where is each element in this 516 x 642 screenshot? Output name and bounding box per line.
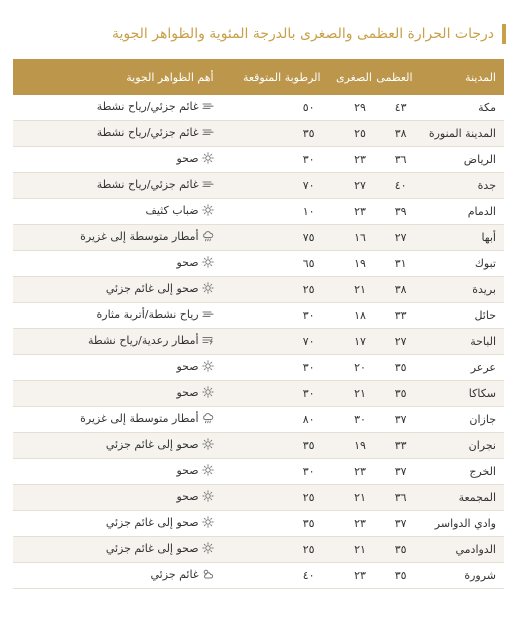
cell-min: ٢٣	[329, 563, 380, 589]
header-max: العظمى	[380, 59, 421, 95]
cell-min: ٢٣	[329, 199, 380, 225]
cell-min: ١٦	[329, 225, 380, 251]
cell-city: بريدة	[421, 277, 504, 303]
cell-weather	[13, 407, 222, 433]
cell-humidity: ٢٥	[222, 537, 329, 563]
cell-max: ٣٥	[380, 355, 421, 381]
wind-icon	[202, 126, 214, 138]
table-row	[13, 251, 504, 277]
rain-cloud-icon	[202, 412, 214, 424]
cell-max: ٣٣	[380, 433, 421, 459]
cell-weather	[13, 303, 222, 329]
wind-icon	[202, 178, 214, 190]
cell-min: ٢٣	[329, 147, 380, 173]
weather-label	[176, 386, 213, 399]
rain-cloud-icon	[202, 230, 214, 242]
cell-weather	[13, 95, 222, 121]
sun-icon	[202, 152, 214, 164]
cell-min: ٣٠	[329, 407, 380, 433]
storm-wind-icon	[202, 334, 214, 346]
cell-weather	[13, 173, 222, 199]
weather-label	[97, 126, 214, 139]
cell-max: ٣٩	[380, 199, 421, 225]
cell-city: أبها	[421, 225, 504, 251]
cell-max: ٣٨	[380, 121, 421, 147]
cell-weather	[13, 511, 222, 537]
cell-min: ٢٧	[329, 173, 380, 199]
sun-icon	[202, 386, 214, 398]
table-row	[13, 173, 504, 199]
cell-max: ٤٣	[380, 95, 421, 121]
cell-humidity: ٣٠	[222, 147, 329, 173]
table-row	[13, 537, 504, 563]
cell-weather	[13, 147, 222, 173]
weather-label	[106, 516, 214, 529]
sun-icon	[202, 204, 214, 216]
cell-max: ٣٧	[380, 407, 421, 433]
cell-city: الباحة	[421, 329, 504, 355]
weather-label	[88, 334, 214, 347]
table-row	[13, 407, 504, 433]
cell-min: ٢٣	[329, 511, 380, 537]
cell-city: مكة	[421, 95, 504, 121]
cell-min: ١٩	[329, 251, 380, 277]
table-header-row	[13, 59, 504, 95]
table-row	[13, 121, 504, 147]
cell-humidity: ٤٠	[222, 563, 329, 589]
cell-weather	[13, 563, 222, 589]
cell-min: ٢٩	[329, 95, 380, 121]
cell-min: ١٧	[329, 329, 380, 355]
cell-city: شرورة	[421, 563, 504, 589]
weather-text: صحو إلى غائم جزئي	[105, 437, 199, 451]
weather-text: صحو	[176, 385, 199, 399]
cell-humidity: ٣٥	[222, 433, 329, 459]
title-accent-rule	[502, 24, 506, 44]
header-min: الصغرى	[329, 59, 380, 95]
cell-min: ٢٣	[329, 459, 380, 485]
table-row	[13, 147, 504, 173]
cell-city: حائل	[421, 303, 504, 329]
weather-label	[176, 490, 213, 503]
table-row	[13, 459, 504, 485]
cell-city: الرياض	[421, 147, 504, 173]
cell-max: ٣٣	[380, 303, 421, 329]
table-row	[13, 381, 504, 407]
weather-text: رياح نشطة/أتربة مثارة	[96, 307, 199, 321]
cell-max: ٣٦	[380, 485, 421, 511]
weather-text: صحو	[176, 463, 199, 477]
sun-icon	[202, 464, 214, 476]
cell-humidity: ٦٥	[222, 251, 329, 277]
cell-max: ٣٨	[380, 277, 421, 303]
cell-humidity: ٧٠	[222, 329, 329, 355]
cell-humidity: ٧٥	[222, 225, 329, 251]
weather-text: غائم جزئي	[150, 567, 199, 581]
table-row	[13, 199, 504, 225]
cell-city: الدمام	[421, 199, 504, 225]
cell-min: ١٩	[329, 433, 380, 459]
weather-text: صحو	[176, 151, 199, 165]
cell-min: ٢١	[329, 485, 380, 511]
cell-city: وادي الدواسر	[421, 511, 504, 537]
cell-weather	[13, 433, 222, 459]
weather-text: أمطار رعدية/رياح نشطة	[88, 333, 199, 347]
weather-text: صحو	[176, 255, 199, 269]
weather-text: أمطار متوسطة إلى غزيرة	[80, 229, 199, 243]
cell-humidity: ١٠	[222, 199, 329, 225]
weather-text: صحو	[176, 489, 199, 503]
cell-weather	[13, 355, 222, 381]
cell-humidity: ٣٠	[222, 381, 329, 407]
cell-weather	[13, 225, 222, 251]
table-row	[13, 329, 504, 355]
cell-max: ٢٧	[380, 225, 421, 251]
header-humidity: الرطوبة المتوقعة	[222, 59, 329, 95]
cell-weather	[13, 121, 222, 147]
cell-min: ٢٠	[329, 355, 380, 381]
weather-label	[80, 230, 213, 243]
cell-city: تبوك	[421, 251, 504, 277]
weather-label	[106, 282, 214, 295]
table-row	[13, 563, 504, 589]
wind-icon	[202, 100, 214, 112]
sun-icon	[202, 256, 214, 268]
cell-min: ٢١	[329, 381, 380, 407]
weather-label	[97, 100, 214, 113]
cell-city: نجران	[421, 433, 504, 459]
table-row	[13, 303, 504, 329]
cell-min: ٢١	[329, 537, 380, 563]
cell-max: ٣٧	[380, 459, 421, 485]
cell-max: ٣٥	[380, 537, 421, 563]
cell-min: ٢١	[329, 277, 380, 303]
cell-max: ٣٥	[380, 563, 421, 589]
cell-max: ٣٦	[380, 147, 421, 173]
cell-max: ٣٥	[380, 381, 421, 407]
table-row	[13, 277, 504, 303]
weather-label	[176, 152, 213, 165]
sun-icon	[202, 516, 214, 528]
weather-label	[97, 308, 214, 321]
cell-max: ٢٧	[380, 329, 421, 355]
weather-label	[106, 542, 214, 555]
cell-humidity: ٣٠	[222, 303, 329, 329]
weather-label	[80, 412, 213, 425]
page-title: درجات الحرارة العظمى والصغرى بالدرجة المئوية والظواهر الجوية	[111, 26, 494, 42]
cell-max: ٣٧	[380, 511, 421, 537]
weather-label	[145, 204, 213, 217]
cell-humidity: ٣٥	[222, 121, 329, 147]
table-body	[13, 95, 504, 589]
weather-label	[176, 256, 213, 269]
weather-text: غائم جزئي/رياح نشطة	[96, 99, 199, 113]
weather-text: صحو إلى غائم جزئي	[105, 281, 199, 295]
cell-city: المدينة المنورة	[421, 121, 504, 147]
header-city: المدينة	[421, 59, 504, 95]
sun-icon	[202, 360, 214, 372]
cell-weather	[13, 459, 222, 485]
weather-label	[97, 178, 214, 191]
cell-humidity: ٢٥	[222, 485, 329, 511]
cell-max: ٤٠	[380, 173, 421, 199]
sun-icon	[202, 282, 214, 294]
cell-city: جازان	[421, 407, 504, 433]
title-bar	[10, 22, 506, 46]
wind-icon	[202, 308, 214, 320]
header-weather: أهم الظواهر الجوية	[13, 59, 222, 95]
cell-weather	[13, 251, 222, 277]
weather-label	[106, 438, 214, 451]
cell-weather	[13, 329, 222, 355]
cell-humidity: ٧٠	[222, 173, 329, 199]
cell-weather	[13, 277, 222, 303]
partly-cloudy-icon	[202, 568, 214, 580]
weather-table	[13, 59, 504, 589]
weather-text: غائم جزئي/رياح نشطة	[96, 177, 199, 191]
table-row	[13, 511, 504, 537]
cell-weather	[13, 199, 222, 225]
weather-label	[176, 360, 213, 373]
cell-city: الخرج	[421, 459, 504, 485]
weather-text: صحو إلى غائم جزئي	[105, 515, 199, 529]
table-row	[13, 95, 504, 121]
weather-text: أمطار متوسطة إلى غزيرة	[80, 411, 199, 425]
cell-weather	[13, 537, 222, 563]
cell-min: ١٨	[329, 303, 380, 329]
cell-min: ٢٥	[329, 121, 380, 147]
cell-humidity: ٣٠	[222, 355, 329, 381]
table-row	[13, 485, 504, 511]
weather-text: غائم جزئي/رياح نشطة	[96, 125, 199, 139]
weather-text: صحو إلى غائم جزئي	[105, 541, 199, 555]
table-row	[13, 355, 504, 381]
sun-icon	[202, 490, 214, 502]
sun-icon	[202, 542, 214, 554]
cell-humidity: ٣٠	[222, 459, 329, 485]
cell-city: المجمعة	[421, 485, 504, 511]
cell-city: عرعر	[421, 355, 504, 381]
weather-label	[151, 568, 214, 581]
cell-city: سكاكا	[421, 381, 504, 407]
weather-label	[176, 464, 213, 477]
cell-humidity: ٥٠	[222, 95, 329, 121]
cell-city: الدوادمي	[421, 537, 504, 563]
cell-humidity: ٢٥	[222, 277, 329, 303]
weather-text: ضباب كثيف	[145, 203, 199, 217]
table-row	[13, 225, 504, 251]
cell-weather	[13, 485, 222, 511]
cell-city: جدة	[421, 173, 504, 199]
cell-weather	[13, 381, 222, 407]
weather-text: صحو	[176, 359, 199, 373]
cell-max: ٣١	[380, 251, 421, 277]
cell-humidity: ٣٥	[222, 511, 329, 537]
table-row	[13, 433, 504, 459]
sun-icon	[202, 438, 214, 450]
cell-humidity: ٨٠	[222, 407, 329, 433]
